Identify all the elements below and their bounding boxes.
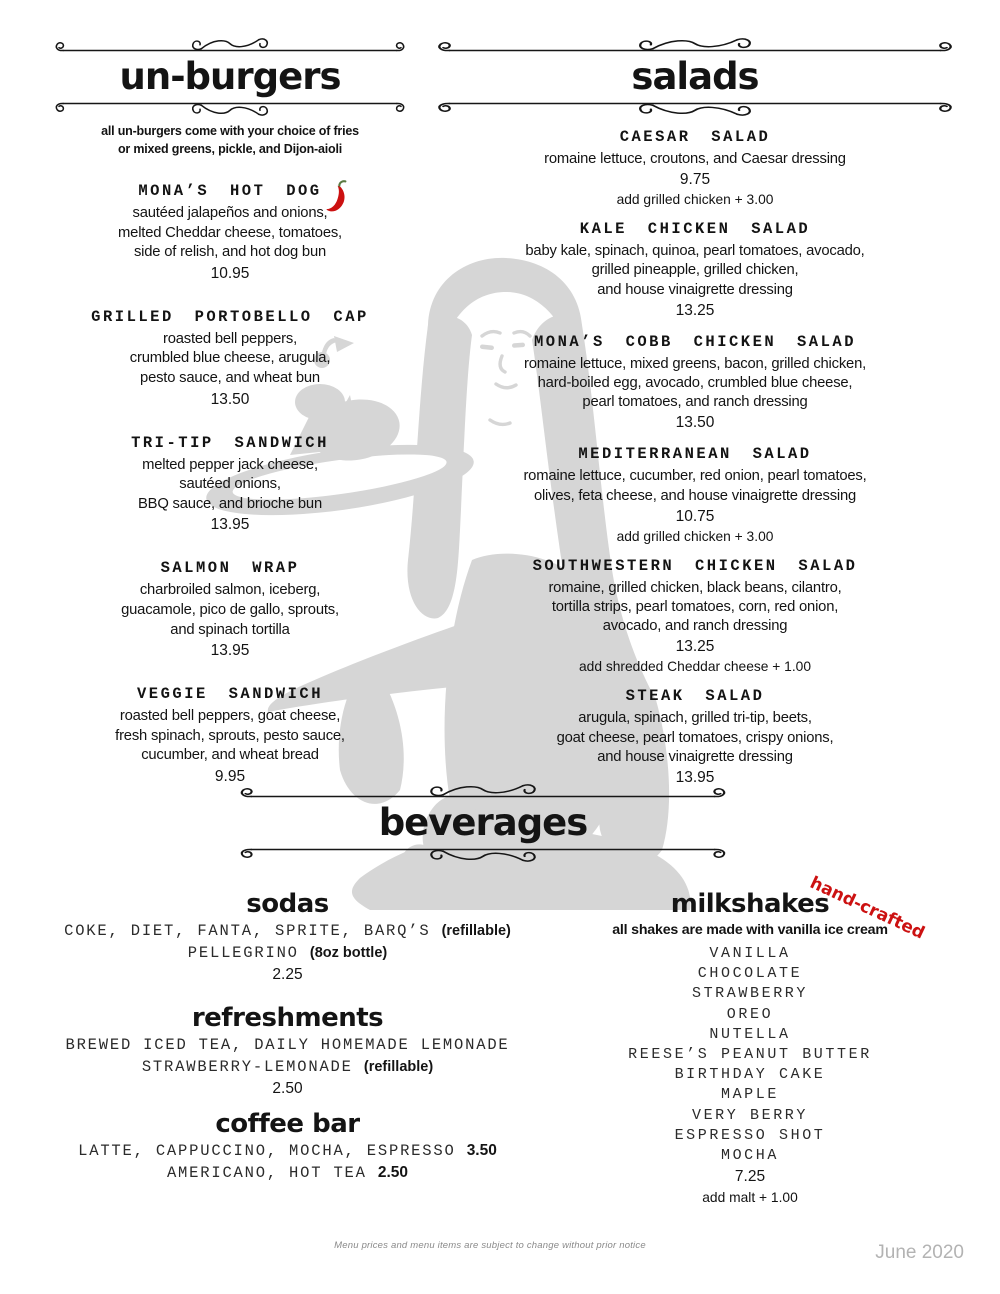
menu-item-steak-salad — [430, 685, 960, 789]
sodas-block — [35, 888, 540, 986]
subsection-title-milkshakes: milkshakes — [670, 889, 830, 919]
item-desc: romaine lettuce, cucumber, red onion, pearl tomatoes, olives, feta cheese, and house vinaigrette dressing — [523, 468, 867, 504]
item-name: CAESAR SALAD — [619, 128, 771, 146]
item-desc: romaine lettuce, croutons, and Caesar dressing — [544, 151, 846, 167]
milkshake-flavor: ESPRESSO SHOT — [674, 1126, 826, 1144]
item-desc: sautéed jalapeños and onions, melted Cheddar cheese, tomatoes, side of relish, and hot dog bun — [118, 205, 342, 261]
menu-item-mediterranean-salad — [430, 443, 960, 545]
item-name: STEAK SALAD — [625, 687, 765, 706]
item-desc: charbroiled salmon, iceberg, guacamole, pico de gallo, sprouts, and spinach tortilla — [121, 582, 339, 638]
menu-item-veggie-sandwich — [50, 683, 410, 788]
refreshments-price: 2.50 — [272, 1080, 303, 1097]
item-price: 10.75 — [675, 507, 715, 525]
scroll-divider — [50, 99, 410, 116]
item-name: GRILLED PORTOBELLO CAP — [91, 307, 369, 326]
soda-note: (refillable) — [441, 923, 511, 939]
milkshakes-addon: add malt + 1.00 — [702, 1190, 798, 1206]
scroll-divider — [50, 38, 410, 55]
item-name: MONA’S COBB CHICKEN SALAD — [533, 332, 857, 351]
note-line: or mixed greens, pickle, and Dijon-aioli — [117, 142, 342, 156]
item-desc: baby kale, spinach, quinoa, pearl tomatoes, avocado, grilled pineapple, grilled chicken, and house vinaigrette dressing — [525, 243, 865, 298]
item-price: 9.75 — [679, 171, 711, 189]
milkshakes-note: all shakes are made with vanilla ice cream — [612, 922, 888, 938]
item-desc: roasted bell peppers, goat cheese, fresh spinach, sprouts, pesto sauce, cucumber, and wheat bread — [115, 708, 345, 764]
menu-item-southwestern-chicken-salad — [430, 555, 960, 677]
coffee-bar-block — [35, 1108, 540, 1184]
coffee-price: 2.50 — [377, 1164, 409, 1181]
refreshment-list: STRAWBERRY-LEMONADE — [141, 1058, 353, 1076]
item-price: 13.95 — [675, 769, 715, 787]
milkshake-flavor: STRAWBERRY — [691, 985, 808, 1003]
item-name: KALE CHICKEN SALAD — [579, 220, 811, 239]
sodas-price: 2.25 — [272, 966, 303, 983]
item-addon: add shredded Cheddar cheese + 1.00 — [578, 659, 812, 675]
coffee-list: LATTE, CAPPUCCINO, MOCHA, ESPRESSO — [78, 1142, 456, 1160]
subsection-title-coffee-bar: coffee bar — [215, 1109, 360, 1139]
scroll-divider — [233, 845, 733, 862]
item-price: 13.95 — [210, 516, 250, 534]
scroll-divider — [233, 784, 733, 801]
item-desc: romaine, grilled chicken, black beans, cilantro, tortilla strips, pearl tomatoes, corn, red onion, avocado, and ranch dressing — [548, 579, 842, 635]
item-desc: melted pepper jack cheese, sautéed onions, BBQ sauce, and brioche bun — [138, 456, 322, 512]
item-price: 13.95 — [210, 642, 250, 660]
subsection-title-sodas: sodas — [246, 889, 329, 919]
item-desc: arugula, spinach, grilled tri-tip, beets, goat cheese, pearl tomatoes, crispy onions, and house vinaigrette dressing — [556, 710, 834, 765]
item-addon: add grilled chicken + 3.00 — [616, 528, 774, 544]
milkshake-flavor-list — [555, 944, 945, 1166]
beverages-left-column — [35, 888, 540, 1184]
item-price: 10.95 — [210, 264, 250, 282]
milkshake-flavor: MOCHA — [720, 1147, 779, 1165]
item-price: 13.50 — [210, 390, 250, 408]
milkshake-flavor: CHOCOLATE — [697, 965, 803, 983]
item-name: MEDITERRANEAN SALAD — [578, 445, 812, 464]
refreshment-note: (refillable) — [363, 1059, 434, 1075]
scroll-divider — [430, 38, 960, 55]
subsection-title-refreshments: refreshments — [191, 1003, 384, 1033]
refreshments-block — [35, 1002, 540, 1100]
beverages-section-header — [233, 784, 733, 862]
section-title-beverages: beverages — [378, 801, 588, 844]
milkshake-flavor: OREO — [726, 1005, 774, 1023]
menu-item-caesar-salad — [430, 126, 960, 209]
chili-pepper-icon — [322, 178, 348, 216]
section-title-unburgers: un-burgers — [119, 55, 341, 98]
item-name: MONA’S HOT DOG — [138, 182, 322, 200]
item-desc: romaine lettuce, mixed greens, bacon, grilled chicken, hard-boiled egg, avocado, crumbled blue cheese, pearl tomatoes, and ranch dressing — [523, 355, 867, 411]
item-name: SALMON WRAP — [160, 559, 300, 578]
menu-item-monas-cobb-chicken-salad — [430, 331, 960, 435]
soda-note: (8oz bottle) — [309, 945, 388, 961]
item-name: VEGGIE SANDWICH — [136, 685, 324, 704]
milkshake-flavor: MAPLE — [720, 1086, 779, 1104]
coffee-list: AMERICANO, HOT TEA — [166, 1164, 367, 1182]
footer-disclaimer: Menu prices and menu items are subject to change without prior notice — [334, 1240, 646, 1251]
refreshment-list: BREWED ICED TEA, DAILY HOMEMADE LEMONADE — [65, 1036, 510, 1054]
section-title-salads: salads — [631, 55, 759, 98]
item-desc: roasted bell peppers, crumbled blue cheese, arugula, pesto sauce, and wheat bun — [129, 330, 331, 386]
item-price: 13.25 — [675, 301, 715, 319]
item-price: 13.50 — [675, 414, 715, 432]
milkshake-flavor: REESE’S PEANUT BUTTER — [628, 1046, 872, 1064]
item-name: TRI-TIP SANDWICH — [131, 433, 329, 452]
item-addon: add grilled chicken + 3.00 — [616, 192, 774, 208]
menu-item-salmon-wrap — [50, 557, 410, 662]
soda-list: PELLEGRINO — [187, 944, 299, 962]
milkshake-flavor: NUTELLA — [709, 1025, 791, 1043]
item-name: SOUTHWESTERN CHICKEN SALAD — [532, 556, 858, 575]
item-price: 9.95 — [214, 767, 246, 785]
milkshake-flavor: VERY BERRY — [691, 1106, 808, 1124]
milkshake-flavor: VANILLA — [709, 945, 791, 962]
coffee-price: 3.50 — [466, 1142, 497, 1159]
unburgers-section — [50, 38, 410, 809]
unburgers-note — [50, 122, 410, 158]
milkshakes-price: 7.25 — [734, 1168, 766, 1186]
milkshakes-block — [555, 872, 945, 1208]
menu-item-tri-tip-sandwich — [50, 432, 410, 537]
soda-list: COKE, DIET, FANTA, SPRITE, BARQ’S — [64, 922, 431, 940]
item-price: 13.25 — [675, 638, 715, 656]
hand-crafted-badge: hand-crafted — [806, 872, 928, 944]
menu-item-monas-hot-dog — [50, 180, 410, 285]
menu-date: June 2020 — [875, 1242, 964, 1263]
menu-item-grilled-portobello-cap — [50, 306, 410, 411]
milkshake-flavor: BIRTHDAY CAKE — [674, 1066, 826, 1084]
salads-section — [430, 38, 960, 798]
note-line: all un-burgers come with your choice of fries — [101, 124, 359, 138]
menu-item-kale-chicken-salad — [430, 218, 960, 322]
scroll-divider — [430, 99, 960, 116]
